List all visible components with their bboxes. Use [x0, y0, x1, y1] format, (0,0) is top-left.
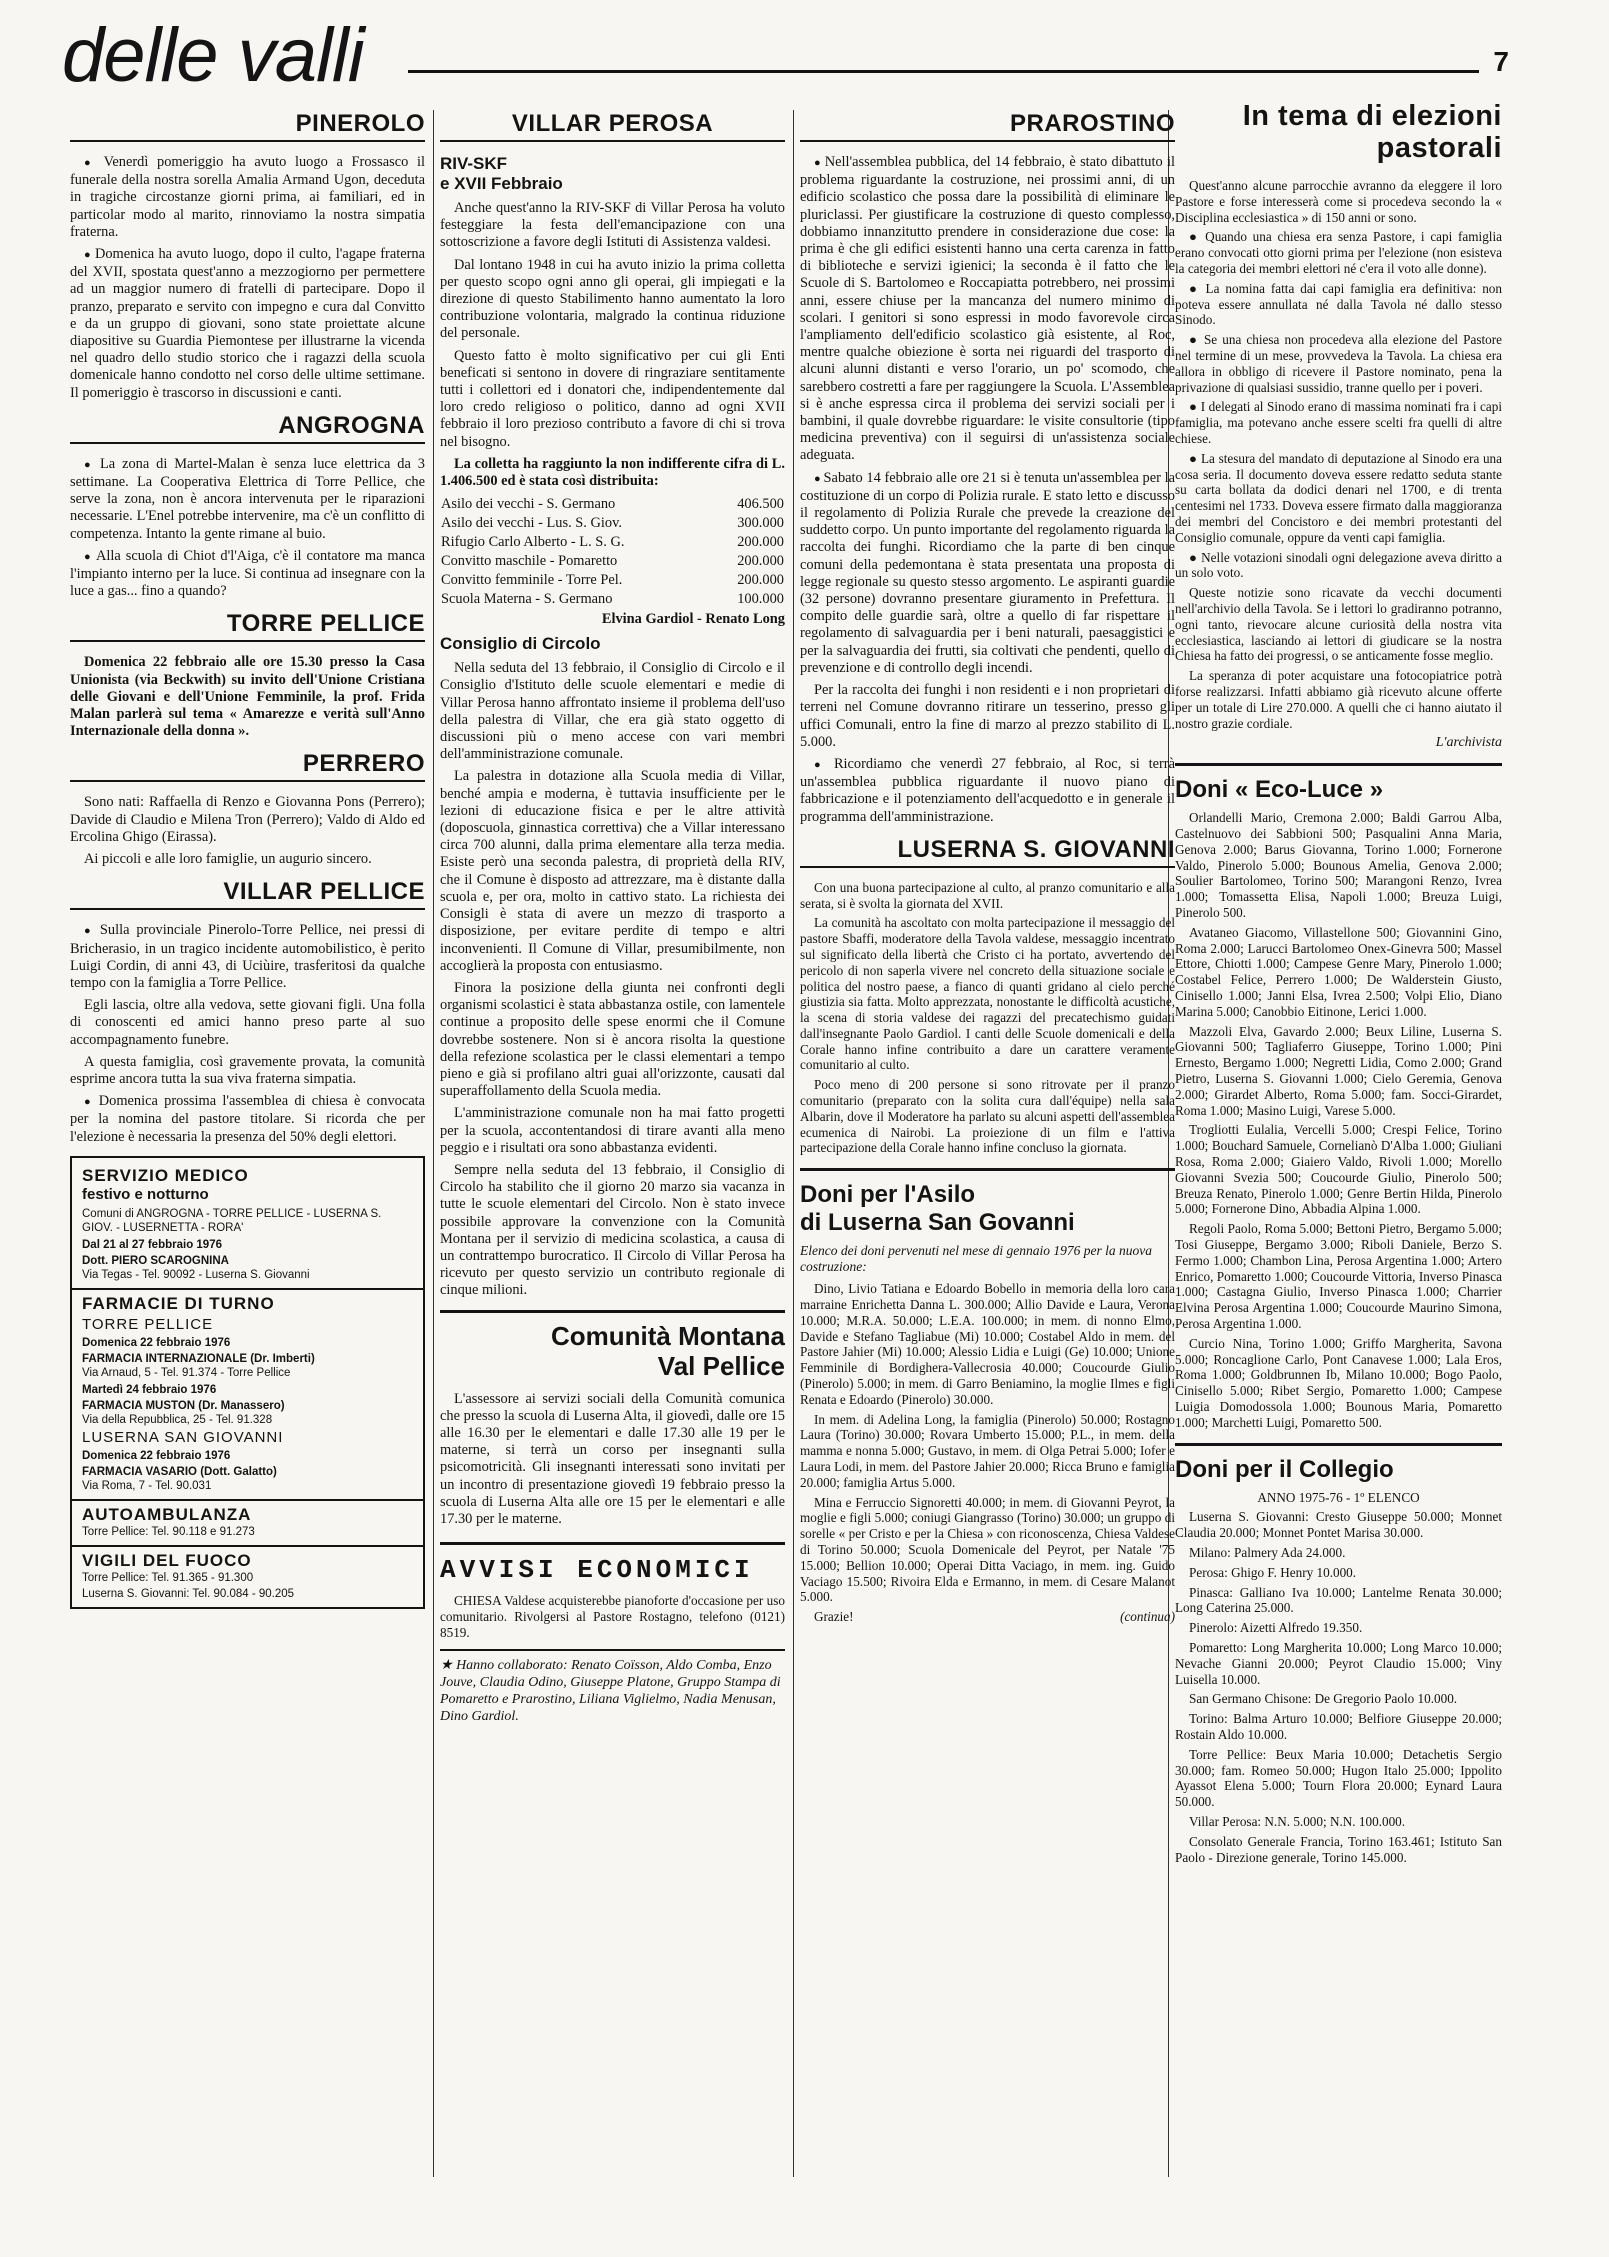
distribution-amount: 200.000 — [737, 572, 784, 589]
box-heading: FARMACIE DI TURNO — [82, 1293, 275, 1313]
article-paragraph: ● La zona di Martel-Malan è senza luce elettrica da 3 settimane. La Cooperativa Elettrica di Torre Pellice, che serve la zona, non è ancora intervenuta per le riparazioni necessarie. L'Enel potrebbe intervenire, ma c'è un conflitto di competenza. Intanto la gente rimane al buio. — [70, 456, 425, 543]
donor-paragraph: Curcio Nina, Torino 1.000; Griffo Margherita, Savona 5.000; Roncaglione Carlo, Pont Canavese 1.000; Lala Eros, Roma 1.000; Goldbrunnen Ib, Milano 10.000; Bogo Paolo, Cinisello 5.000; Ribet Sergio, Pomaretto 1.000; Campese Luigia Domodossola 1.000; Bounous Maria, Pomaretto 1.000; Marchetti Luigi, Pomaretto 500. — [1175, 1335, 1502, 1430]
article-paragraph: Finora la posizione della giunta nei confronti degli organismi scolastici è stata abbastanza ostile, con lamentele continue a proposito delle spese enormi che il Comune dovrebbe sostenere. Non si è ancora risolta la questione della refezione scolastica per le classi elementari a tempo pieno e già si profilano altri guai all'orizzonte, causati dal superaffollamento della Scuola media. — [440, 979, 785, 1100]
article-paragraph: ● Sulla provinciale Pinerolo-Torre Pellice, nei pressi di Bricherasio, in un tragico incidente automobilistico, è perito Luigi Cordin, di anni 43, di Uciùire, trasferitosi da qualche tempo con la famiglia a Torre Pellice. — [70, 922, 425, 992]
distribution-row — [440, 533, 785, 552]
box-pharmacy: FARMACIA VASARIO (Dott. Galatto) — [82, 1465, 277, 1478]
donor-paragraph: Trogliotti Eulalia, Vercelli 5.000; Crespi Felice, Torino 1.000; Bouchard Samuele, Cornelianò D'Alba 1.000; Giuliani Rosa, Roma 2.000; Giaiero Valdo, Rivoli 1.000; Morello Giovanni Svezia 500; Coucourde Giulio, Pinerolo 500; Breuza Renato, Pinerolo 1.000; Genre Bertin Hilda, Pinerolo 5.000; Fornerone Dino, Abbadia Alpina 1.000. — [1175, 1122, 1502, 1217]
column-1 — [70, 100, 425, 2177]
distribution-name: Scuola Materna - S. Germano — [441, 591, 613, 608]
distribution-amount: 200.000 — [737, 534, 784, 551]
article-paragraph: ● Ricordiamo che venerdì 27 febbraio, al Roc, si terrà un'assemblea pubblica riguardante il nuovo piano di fabbricazione e il potenziamento dell'acquedotto e in generale il programma dell'amministrazione. — [800, 756, 1175, 826]
distribution-row — [440, 514, 785, 533]
box-heading: AUTOAMBULANZA — [82, 1504, 252, 1524]
donor-paragraph: Torino: Balma Arturo 10.000; Belfiore Giuseppe 20.000; Rostain Aldo 10.000. — [1175, 1711, 1502, 1742]
section-heading-torre-pellice: TORRE PELLICE — [70, 610, 425, 642]
section-heading-villar-pellice: VILLAR PELLICE — [70, 878, 425, 910]
masthead — [0, 0, 1609, 110]
heading-line: Val Pellice — [657, 1350, 785, 1381]
section-heading-pinerolo: PINEROLO — [70, 110, 425, 142]
donor-paragraph: Luserna S. Giovanni: Cresto Giuseppe 50.000; Monnet Claudia 20.000; Monnet Pontet Marisa 30.000. — [1175, 1509, 1502, 1541]
box-doctor: Dott. PIERO SCAROGNINA — [82, 1254, 229, 1267]
column-4 — [1175, 100, 1502, 2177]
article-paragraph: Questo fatto è molto significativo per cui gli Enti beneficati si sentono in dovere di ringraziare sentitamente tutti i collettori ed i donatori che, indipendentemente dal loro credo religioso o politico, danno ad ogni XVII febbraio il loro prezioso contributo a favore di chi si trova nel bisogno. — [440, 347, 785, 450]
column-3 — [800, 100, 1175, 2177]
article-title-line: e XVII Febbraio — [440, 174, 563, 193]
box-city: TORRE PELLICE — [82, 1315, 214, 1333]
item-text: Quando una chiesa era senza Pastore, i capi famiglia erano convocati otto giorni prima per l'elezione (non esisteva la categoria dei membri elettori né c'era il voto alle donne). — [1175, 229, 1502, 276]
donor-paragraph: Pinerolo: Aizetti Alfredo 19.350. — [1189, 1620, 1363, 1636]
distribution-row — [440, 552, 785, 571]
box-line: Torre Pellice: Tel. 91.365 - 91.300 — [82, 1571, 254, 1584]
article-paragraph: Anche quest'anno la RIV-SKF di Villar Perosa ha voluto festeggiare la festa dell'emancipazione con una sottoscrizione a favore degli Istituti di Assistenza valdesi. — [440, 200, 785, 251]
box-date: Domenica 22 febbraio 1976 — [82, 1336, 231, 1349]
box-date: Martedì 24 febbraio 1976 — [82, 1383, 217, 1396]
box-separator — [72, 1499, 423, 1501]
box-line: Torre Pellice: Tel. 90.118 e 91.273 — [82, 1525, 255, 1538]
box-separator — [72, 1288, 423, 1290]
box-date: Dal 21 al 27 febbraio 1976 — [82, 1238, 222, 1251]
donor-paragraph: Villar Perosa: N.N. 5.000; N.N. 100.000. — [1189, 1813, 1406, 1829]
services-box — [70, 1156, 425, 1609]
article-paragraph: Quest'anno alcune parrocchie avranno da eleggere il loro Pastore e forse interesserà come si procedeva secondo la « Disciplina ecclesiastica » di 150 anni or sono. — [1175, 178, 1502, 225]
article-paragraph: ● Quando una chiesa era senza Pastore, i capi famiglia erano convocati otto giorni prima per l'elezione (non esisteva la categoria dei membri elettori né c'era il voto alle donne). — [1175, 229, 1502, 276]
article-paragraph: Con una buona partecipazione al culto, al pranzo comunitario e alla serata, si è svolta la giornata del XVII. — [800, 879, 1175, 911]
distribution-row — [440, 590, 785, 609]
distribution-name: Asilo dei vecchi - S. Germano — [441, 496, 616, 513]
box-line: Luserna S. Giovanni: Tel. 90.084 - 90.205 — [82, 1587, 295, 1600]
distribution-table — [440, 495, 785, 609]
article-paragraph: Dal lontano 1948 in cui ha avuto inizio la prima colletta per questo scopo ogni anno gli operai, gli impiegati e la direzione di questo Stabilimento hanno aumentato la loro contribuzione volontaria, malgrado la continua riduzione del personale. — [440, 256, 785, 342]
distribution-amount: 300.000 — [737, 515, 784, 532]
article-paragraph: ● La stesura del mandato di deputazione al Sinodo era una cosa seria. Il documento doveva essere redatto seduta stante su carta bollata da dodici denari nel 1700, e di trenta centesimi nel 1733. Doveva essere firmato dalla maggioranza dei membri del Concistoro e dei membri protestanti del Consiglio comunale, oppure da venti capi famiglia. — [1175, 450, 1502, 545]
list-intro: Elenco dei doni pervenuti nel mese di gennaio 1976 per la nuova costruzione: — [800, 1243, 1153, 1275]
thanks-text: Grazie! — [814, 1609, 854, 1625]
article-paragraph: ● Nell'assemblea pubblica, del 14 febbraio, è stato dibattuto il problema riguardante la costruzione, nei prossimi anni, di un edificio scolastico che possa dare la possibilità di eliminare le pluriclassi. Per giustificare la costruzione di questo complesso, dobbiamo innanzitutto prendere in considerazione due cose: la prima è che gli edifici esistenti hanno una certa carenza in fatto di biblioteche e servizi igienici; la seconda è il fatto che le Scuole di S. Bartolomeo e Roccapiatta potrebbero, nei prossimi anni, essere chiuse per la mancanza del numero minimo di scolari. I genitori si sono espressi in modo favorevole circa l'ampliamento dell'edificio scolastico già esistente, al Roc, mentre qualche obiezione è sorta nei riguardi del trasporto di alcuni alunni distanti e verso l'orario, un po' scomodo, che sarebbero costretti a fare per raggiungere la Scuola. L'Assemblea si è anche espressa circa il problema dei servizi sociali per i bambini, il quale dovrebbe riguardare: le visite consultorie (tipo medicina preventiva) con il seguirsi di un'assistenza sociale adeguata. — [800, 154, 1175, 465]
box-line: Comuni di ANGROGNA - TORRE PELLICE - LUSERNA S. GIOV. - LUSERNETTA - RORA' — [82, 1207, 382, 1234]
article-title — [440, 154, 785, 194]
article-signature: Elvina Gardiol - Renato Long — [601, 611, 785, 628]
collegio-heading: Doni per il Collegio — [1175, 1443, 1502, 1484]
article-paragraph: Sempre nella seduta del 13 febbraio, il Consiglio di Circolo ha stabilito che il giorno 20 marzo sia vacanza in tutte le scuole elementari del Circolo. Non è stato invece possibile approvare la convenzione con la Comunità Montana per il servizio di medicina scolastica, a causa di un contrattempo burocratico. Il Circolo di Villar Perosa ha ricevuto per questo servizio un contributo regionale di cinque milioni. — [440, 1161, 785, 1299]
page-number: 7 — [1493, 46, 1509, 77]
article-title: Consiglio di Circolo — [440, 634, 601, 654]
item-text: La nomina fatta dai capi famiglia era definitiva: non poteva essere annullata né dalla Tavola né dallo stesso Sinodo. — [1175, 280, 1502, 328]
donor-paragraph: Torre Pellice: Beux Maria 10.000; Detachetis Sergio 30.000; fam. Romeo 50.000; Hugon Italo 25.000; Ippolito Ayassot Elena 5.000; Tourn Flora 20.000; Eynard Laura 50.000. — [1175, 1746, 1502, 1810]
article-paragraph: L'assessore ai servizi sociali della Comunità comunica che presso la scuola di Luserna Alta, il giovedì, dalle ore 15 alle 16.30 per le elementari e dalle 17.30 alle 19 per le materne, si terrà un corso per insegnanti sulla psicomotricità. Gli insegnanti interessati sono invitati per un incontro di presentazione giovedì 19 febbraio presso la scuola di Luserna Alta alle ore 15 per le elementari e alle 17.30 per le materne. — [440, 1390, 785, 1527]
article-paragraph: ● Venerdì pomeriggio ha avuto luogo a Frossasco il funerale della nostra sorella Amalia Armand Ugon, deceduta in tragiche circostanze giorni prima, ai familiari, ed in particolar modo al marito, rinnoviamo la nostra simpatia fraterna. — [70, 154, 425, 241]
section-heading-perrero: PERRERO — [70, 750, 425, 782]
heading-line: di Luserna San Govanni — [800, 1209, 1075, 1237]
continua-label: (continua) — [1120, 1609, 1175, 1625]
article-paragraph: Egli lascia, oltre alla vedova, sette giovani figli. Una folla di conoscenti ed amici hanno preso parte al suo accompagnamento funebre. — [70, 997, 425, 1048]
donor-paragraph: Mina e Ferruccio Signoretti 40.000; in mem. di Giovanni Peyrot, la moglie e figli 5.000; coniugi Giangrasso (Torino) 30.000; un gruppo di sorelle « per Cristo e per la Chiesa » con riconoscenza, Chiesa Valdese di Torino 50.000; Scuola Domenicale del Peyrot, per Natale '75 15.000; Bellion 10.000; Operai Ditta Vaciago, in mem. ing. Guido Vaciago 15.500; Rivoira Elda e Ermanno, in mem. di Cesare Malanot 5.000. — [800, 1494, 1175, 1605]
distribution-row — [440, 571, 785, 590]
donor-paragraph: Perosa: Ghigo F. Henry 10.000. — [1189, 1564, 1357, 1580]
item-text: Se una chiesa non procedeva alla elezione del Pastore nel termine di un mese, provvedeva la Tavola. La chiesa era allora in obbligo di ricevere il Pastore nominato, pena la privazione di qualsiasi sussidio, tranne quello per i poveri. — [1175, 332, 1502, 395]
box-subheading: festivo e notturno — [82, 1185, 209, 1203]
heading-line: pastorali — [1376, 132, 1502, 164]
avvisi-economici-heading: AVVISI ECONOMICI — [440, 1542, 785, 1585]
distribution-name: Convitto femminile - Torre Pel. — [441, 572, 623, 589]
distribution-name: Asilo dei vecchi - Lus. S. Giov. — [441, 515, 622, 532]
article-paragraph: Ai piccoli e alle loro famiglie, un augurio sincero. — [84, 851, 372, 868]
box-line: Via Arnaud, 5 - Tel. 91.374 - Torre Pellice — [82, 1366, 291, 1379]
classified-ad: CHIESA Valdese acquisterebbe pianoforte d'occasione per uso comunitario. Rivolgersi al Pastore Rostagno, telefono (0121) 8519. — [440, 1593, 785, 1640]
collaborators-note — [440, 1649, 785, 1725]
distribution-name: Rifugio Carlo Alberto - L. S. G. — [441, 534, 625, 551]
article-paragraph: ● Domenica prossima l'assemblea di chiesa è convocata per la nomina del pastore titolare. Si ricorda che per l'elezione è necessaria la presenza del 50% degli elettori. — [70, 1093, 425, 1146]
article-paragraph: Per la raccolta dei funghi i non residenti e i non proprietari di terreni nel Comune dovranno ritirare un tesserino, presso gli uffici Comunali, entro la fine di marzo al prezzo stabilito di L. 5.000. — [800, 682, 1175, 750]
column-divider — [793, 110, 794, 2177]
item-text: Nelle votazioni sinodali ogni delegazione aveva diritto a un solo voto. — [1175, 549, 1502, 581]
section-heading-angrogna: ANGROGNA — [70, 412, 425, 444]
donor-paragraph: Pinasca: Galliano Iva 10.000; Lantelme Renata 30.000; Long Caterina 25.000. — [1175, 1584, 1502, 1616]
donor-paragraph: Consolato Generale Francia, Torino 163.461; Istituto San Paolo - Direzione generale, Torino 145.000. — [1175, 1833, 1502, 1865]
article-paragraph: La palestra in dotazione alla Scuola media di Villar, benché ampia e moderna, è tuttavia insufficiente per le lezioni di educazione fisica e per le altre attività (doposcuola, ginnastica correttiva) che a Villar interessano circa 700 alunni, dalla prima elementare alla terza media. Esiste però una seconda palestra, di proprietà della RIV, che il Comune è disposto ad attrezzare, ma è distante dalla scuola e, per ora, molto in cattivo stato. La richiesta dei Consigli è stata di avere un mezzo di trasporto a disposizione, per evitare perdite di tempo e altri inconvenienti. Il Comune di Villar, presumibilmente, non accoglierà la proposta con entusiasmo. — [440, 768, 785, 974]
article-paragraph: Domenica 22 febbraio alle ore 15.30 presso la Casa Unionista (via Beckwith) su invito dell'Unione Cristiana delle Giovani e dell'Unione Femminile, la prof. Frida Malan parlerà sul tema « Amarezze e verità sull'Anno Internazionale della donna ». — [70, 654, 425, 740]
column-2 — [440, 100, 785, 2177]
article-paragraph: ● I delegati al Sinodo erano di massima nominati fra i capi famiglia, ma potevano anche essere scelti fra quelli di altre chiese. — [1175, 399, 1502, 446]
article-paragraph: A questa famiglia, così gravemente provata, la comunità esprime ancora tutta la sua viva fraterna simpatia. — [70, 1053, 425, 1087]
box-heading: VIGILI DEL FUOCO — [82, 1550, 252, 1570]
section-heading-prarostino: PRAROSTINO — [800, 110, 1175, 142]
newspaper-title: delle valli — [62, 13, 364, 98]
item-text: La stesura del mandato di deputazione al Sinodo era una cosa seria. Il documento doveva essere redatto seduta stante su carta bollata da dodici denari nel 1700, e di trenta centesimi nel 1733. Doveva essere firmato dalla maggioranza dei membri del Concistoro e dei membri protestanti del Consiglio comunale, oppure da venti capi famiglia. — [1175, 450, 1502, 545]
donor-paragraph: Milano: Palmery Ada 24.000. — [1189, 1544, 1346, 1560]
box-pharmacy: FARMACIA MUSTON (Dr. Manassero) — [82, 1399, 285, 1412]
box-line: Via Roma, 7 - Tel. 90.031 — [82, 1479, 212, 1492]
collaborators-text: Hanno collaborato: Renato Coïsson, Aldo Comba, Enzo Jouve, Claudia Odino, Giuseppe Platone, Gruppo Stampa di Pomaretto e Prarostino, Liliana Viglielmo, Nadia Menusan, Dino Gardiol. — [440, 1657, 781, 1724]
donor-paragraph: In mem. di Adelina Long, la famiglia (Pinerolo) 50.000; Rostagno Laura (Torino) 30.000; Rovara Umberto 15.000; P.L., in mem. della mamma e nonna 5.000; Gustavo, in mem. di Olga Petrai 5.000; Iofer e Laura Lodi, in mem. del Pastore Jahier 20.000; Ricca Bruno e famiglia 20.000; famiglia Artus 5.000. — [800, 1411, 1175, 1490]
heading-line: Comunità Montana — [551, 1320, 785, 1351]
donor-paragraph: San Germano Chisone: De Gregorio Paolo 10.000. — [1189, 1691, 1458, 1707]
article-paragraph: Nella seduta del 13 febbraio, il Consiglio di Circolo e il Consiglio d'Istituto delle scuole elementari e medie di Villar Perosa hanno affrontato insieme il problema dell'uso della palestra di Villar, che era già stato oggetto di discussioni più o meno accese con vari membri dell'amministrazione comunale. — [440, 660, 785, 763]
article-title-line: RIV-SKF — [440, 154, 508, 173]
article-paragraph: La colletta ha raggiunto la non indifferente cifra di L. 1.406.500 ed è stata così distribuita: — [440, 455, 785, 490]
comunita-montana-heading — [440, 1310, 785, 1381]
article-paragraph: Poco meno di 200 persone si sono ritrovate per il pranzo comunitario (preparato con la solita cura dall'équipe) nella sala Albarin, dove il Moderatore ha parlato su alcuni aspetti dell'assemblea ecumenica di Nairobi. La proiezione di un film e l'attiva partecipazione della Corale hanno infine concluso la giornata. — [800, 1077, 1175, 1156]
box-date: Domenica 22 febbraio 1976 — [82, 1449, 231, 1462]
donor-paragraph: Orlandelli Mario, Cremona 2.000; Baldi Garrou Alba, Castelnuovo dei Sabbioni 500; Pasqualini Anna Maria, Genova 2.000; Barus Giovanna, Torino 1.000; Fornerone Valdo, Pinerolo 5.000; Bounous Amelia, Genova 2.000; Soulier Bartolomeo, Torino 500; Marangoni Renzo, Ivrea 1.000; Tomassetta Elisa, Napoli 1.000; Breuza Luigi, Pinerolo 500. — [1175, 810, 1502, 921]
article-paragraph: ● Alla scuola di Chiot d'l'Aiga, c'è il contatore ma manca l'impianto interno per la luce. Si continua ad insegnare con la luce a gas... fino a quando? — [70, 548, 425, 601]
donor-paragraph: Pomaretto: Long Margherita 10.000; Long Marco 10.000; Nevache Gianni 20.000; Peyrot Claudio 15.000; Viny Luisella 10.000. — [1175, 1639, 1502, 1687]
section-heading-luserna: LUSERNA S. GIOVANNI — [800, 836, 1175, 868]
donor-paragraph: Mazzoli Elva, Gavardo 2.000; Beux Liline, Luserna S. Giovanni 500; Tagliaferro Giuseppe, Torino 1.000; Pini Ernesto, Bergamo 1.000; Negretti Lidia, Como 2.000; Grand Pietro, Luserna S. Giovanni 1.000; Cielo Geremia, Genova 2.000; Girardet Alberto, Roma 5.000; fam. Socci-Girardet, Roma 1.000; Masino Luigi, Varese 5.000. — [1175, 1023, 1502, 1118]
ecoluce-heading: Doni « Eco-Luce » — [1175, 763, 1502, 804]
distribution-amount: 200.000 — [737, 553, 784, 570]
distribution-name: Convitto maschile - Pomaretto — [441, 553, 618, 570]
section-heading-villar-perosa: VILLAR PEROSA — [440, 110, 785, 142]
heading-line: In tema di elezioni — [1242, 100, 1502, 132]
list-subheading: ANNO 1975-76 - 1º ELENCO — [1257, 1489, 1420, 1505]
article-paragraph: ● Nelle votazioni sinodali ogni delegazione aveva diritto a un solo voto. — [1175, 549, 1502, 581]
star-icon: ★ — [440, 1657, 453, 1673]
article-paragraph: ● Sabato 14 febbraio alle ore 21 si è tenuta un'assemblea per la costituzione di un corpo di Polizia rurale. E stato letto e discusso il regolamento di Polizia Rurale che prevede la creazione del suddetto corpo. Un punto importante del regolamento riguarda la raccolta dei funghi. Ricordiamo che la parte di ben cinque comuni della pedemontana è stata presentata una proposta di legge regionale su questo stesso argomento. Le aspiranti guardie (32 persone) dovranno presentare giuramento in Prefettura. Il compito delle guardie sarà, oltre a quello di far rispettare il regolamento di salvaguardia per i beni naturali, paesaggistici e per la salvaguardia dei frutti, sia coltivati che pendenti, quello di prevenzione e di controllo degli incendi. — [800, 470, 1175, 677]
heading-line: Doni per l'Asilo — [800, 1181, 976, 1209]
distribution-row — [440, 495, 785, 514]
donor-paragraph: Avataneo Giacomo, Villastellone 500; Giovannini Gino, Roma 2.000; Larucci Bartolomeo Onex-Ginevra 500; Massel Ettore, Chiotti 1.000; Campese Genre Mary, Pinerolo 1.000; Costabel Felice, Perrero 1.000; De Walderstein Giusto, Cinisello 1.000; Janni Elsa, Ivrea 2.500; Volpi Elio, Diano Marina 5.000; Canobbio Eitinone, Lerici 1.000. — [1175, 924, 1502, 1019]
box-line: Via della Repubblica, 25 - Tel. 91.328 — [82, 1413, 273, 1426]
column-divider — [433, 110, 434, 2177]
article-paragraph: Sono nati: Raffaella di Renzo e Giovanna Pons (Perrero); Davide di Claudio e Milena Tron (Perrero); Valdo di Aldo ed Ercolina Ghigo (Eirassa). — [70, 794, 425, 845]
item-text: I delegati al Sinodo erano di massima nominati fra i capi famiglia, ma potevano anche essere scelti fra quelli di altre chiese. — [1175, 399, 1502, 446]
masthead-rule — [408, 70, 1479, 73]
article-paragraph: ● La nomina fatta dai capi famiglia era definitiva: non poteva essere annullata né dalla Tavola né dallo stesso Sinodo. — [1175, 280, 1502, 328]
article-paragraph: La speranza di poter acquistare una fotocopiatrice potrà forse realizzarsi. Infatti abbiamo già ricevuto alcune offerte per un totale di Lire 270.000. A quelli che ci hanno aiutato il nostro grazie cordiale. — [1175, 668, 1502, 731]
box-heading: SERVIZIO MEDICO — [82, 1165, 249, 1185]
box-pharmacy: FARMACIA INTERNAZIONALE (Dr. Imberti) — [82, 1352, 315, 1365]
donor-paragraph — [800, 1609, 1175, 1625]
article-paragraph: ● Domenica ha avuto luogo, dopo il culto, l'agape fraterna del XVII, spostata quest'anno a mezzogiorno per permettere ad un maggior numero di fratelli di partecipare. Dopo il pranzo, preparato e servito con impegno e cura dal Convitto e da un gruppo di giovani, sono state proiettate alcune diapositive su Guardia Piemontese per illustrarne la vicenda nel quadro dello studio storico che i ragazzi della scuola domenicale hanno condotto nel corso delle ultime settimane. Il pomeriggio è trascorso in discussioni e canti. — [70, 246, 425, 402]
article-paragraph: L'amministrazione comunale non ha mai fatto progetti per la scuola, accontentandosi di tirare avanti alla meno peggio e i risultati ora sono abbastanza evidenti. — [440, 1105, 785, 1156]
article-paragraph: Queste notizie sono ricavate da vecchi documenti nell'archivio della Tavola. Se i lettori lo gradiranno potranno, ogni tanto, rievocare alcune curiosità della nostra vita ecclesiastica, lasciando ai lettori di giudicare se la nostra Chiesa ha fatto dei progressi, o se anticamente fosse meglio. — [1175, 585, 1502, 664]
box-line: Via Tegas - Tel. 90092 - Luserna S. Giovanni — [82, 1268, 310, 1281]
distribution-amount: 100.000 — [737, 591, 784, 608]
donor-paragraph: Dino, Livio Tatiana e Edoardo Bobello in memoria della loro cara marraine Enrichetta Danna L. 300.000; Allio Davide e Laura, Verona 10.000; M.R.A. 50.000; L.E.A. 100.000; in mem. di nonno Elmo, Davide e Stefano Tagliabue (Mi) 10.000; Costabel Aldo in mem. del Pastore Jahier (Mi) 10.000; Alessio Lidia e Luigi (Ge) 10.000; Unione Femminile di Bordighera-Vallecrosia 40.000; Coucourde Giulio (Pinerolo) 5.000; in mem. di Garro Beniamino, la moglie Ilmes e figli Renata e Edoardo (Pinerolo) 30.000. — [800, 1281, 1175, 1407]
box-separator — [72, 1545, 423, 1547]
article-paragraph: La comunità ha ascoltato con molta partecipazione il messaggio del pastore Sbaffi, moderatore della Tavola valdese, messaggio incentrato sul significato della libertà che Cristo ci ha portato, avvertendo del pericolo di non saperla vivere nel concreto della situazione sociale e politica del nostro paese, a fianco di quanti gridano al cielo perché giustizia sia fatta. Molto apprezzata, nonostante le difficoltà acustiche, la scena di storia valdese dei ragazzi del precatechismo guidati dall'insegnante Paolo Gardiol. I canti delle Scuole domenicali e della Corale hanno infine contribuito a dare un carattere veramente comunitario al culto. — [800, 915, 1175, 1073]
article-signature: L'archivista — [1435, 735, 1502, 751]
box-city: LUSERNA SAN GIOVANNI — [82, 1428, 284, 1446]
donor-paragraph: Regoli Paolo, Roma 5.000; Bettoni Pietro, Bergamo 5.000; Tosi Giuseppe, Bergamo 3.000; Riboli Daniele, Berzo S. Fermo 1.000; Chambon Lina, Perosa Argentina 1.000; Artero Enrico, Pomaretto 1.000; Coucourde Vittoria, Inverso Pinasca 1.000; Castagna Giulio, Inverso Pinasca 1.000; Charrier Elvina Perosa Argentina 1.000; Coucourde Maurino Simona, Perosa Argentina 1.000. — [1175, 1221, 1502, 1331]
asilo-heading — [800, 1168, 1175, 1237]
article-paragraph: ● Se una chiesa non procedeva alla elezione del Pastore nel termine di un mese, provvedeva la Tavola. La chiesa era allora in obbligo di ricevere il Pastore nominato, pena la privazione di qualsiasi sussidio, tranne quello per i poveri. — [1175, 332, 1502, 395]
distribution-amount: 406.500 — [737, 496, 784, 513]
elezioni-heading — [1175, 100, 1502, 166]
